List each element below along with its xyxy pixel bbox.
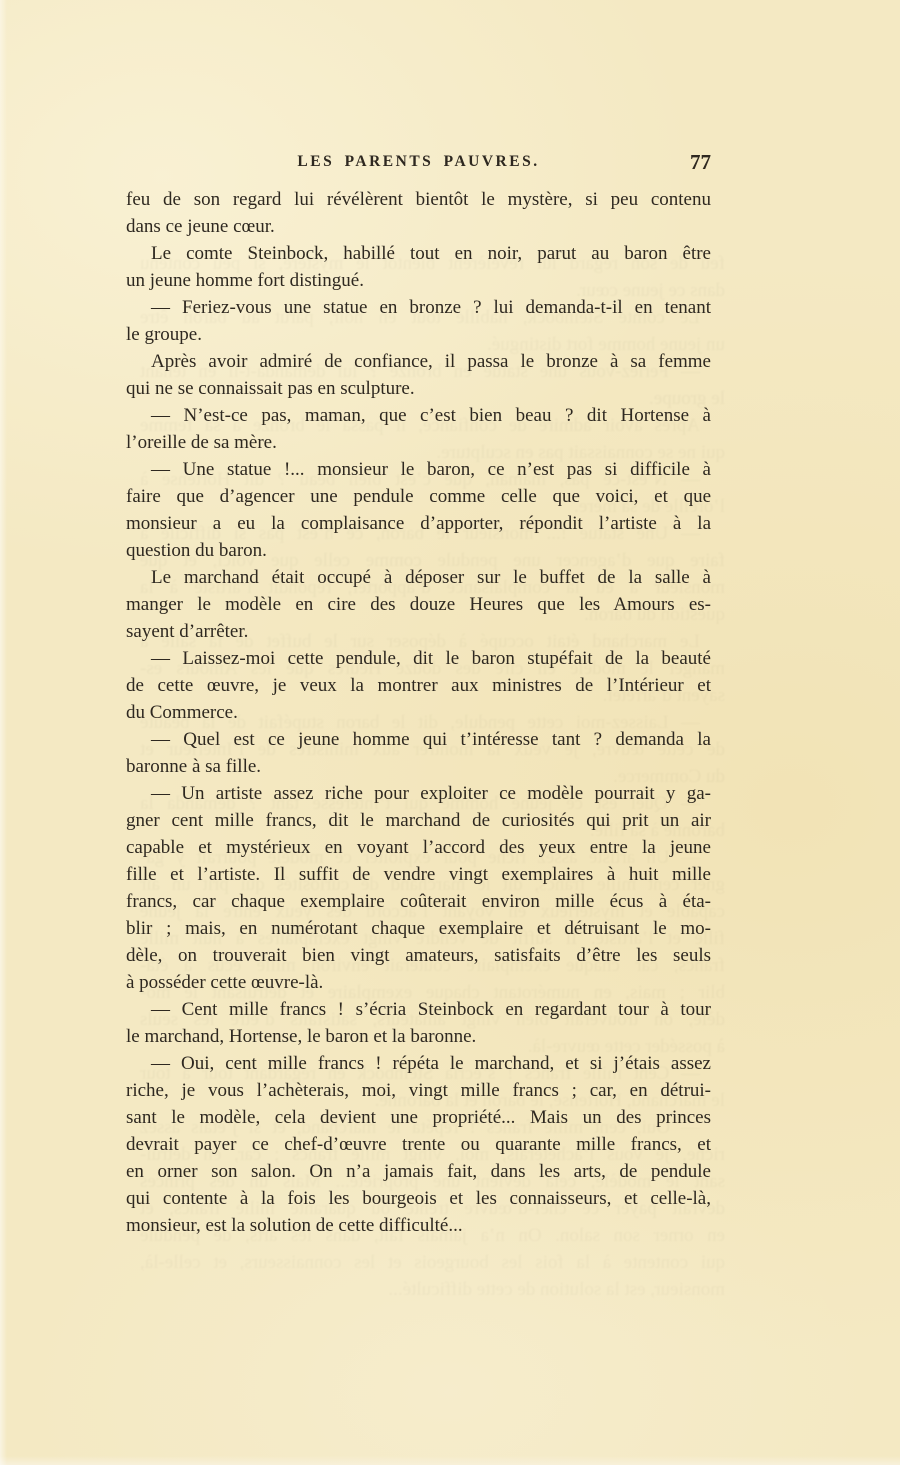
paragraph [126, 780, 711, 996]
text-line: en orner son salon. On n’a jamais fait, dans les arts, de pendule [126, 1161, 711, 1182]
text-line: question du baron. [126, 540, 267, 561]
text-line: du Commerce. [126, 702, 238, 723]
text-line: monsieur a eu la complaisance d’apporter, répondit l’artiste à la [126, 513, 711, 534]
text-line: fille et l’artiste. Il suffit de vendre vingt exemplaires à huit mille [126, 864, 711, 885]
paragraph [126, 645, 711, 726]
text-line: l’oreille de sa mère. [126, 432, 277, 453]
text-line: de cette œuvre, je veux la montrer aux ministres de l’Intérieur et [126, 675, 711, 696]
text-line: — Feriez-vous une statue en bronze ? lui demanda-t-il en tenant [151, 297, 711, 318]
text-line: capable et mystérieux en voyant l’accord des yeux entre la jeune [126, 837, 711, 858]
text-line: francs, car chaque exemplaire coûterait environ mille écus à éta- [126, 891, 711, 912]
text-line: — Cent mille francs ! s’écria Steinbock en regardant tour à tour [151, 999, 711, 1020]
text-line: à posséder cette œuvre-là. [126, 972, 324, 993]
text-line: un jeune homme fort distingué. [126, 270, 364, 291]
text-line: Après avoir admiré de confiance, il passa le bronze à sa femme [151, 351, 711, 372]
text-line: faire que d’agencer une pendule comme celle que voici, et que [126, 486, 711, 507]
text-line: qui contente à la fois les bourgeois et les connaisseurs, et celle-là, [126, 1188, 711, 1209]
text-line: monsieur, est la solution de cette difficulté... [126, 1215, 463, 1236]
text-line: feu de son regard lui révélèrent bientôt le mystère, si peu contenu [126, 189, 711, 210]
page-number: 77 [690, 150, 711, 174]
text-line: blir ; mais, en numérotant chaque exemplaire et détruisant le mo- [126, 918, 711, 939]
text-line: devrait payer ce chef-d’œuvre trente ou quarante mille francs, et [126, 1134, 711, 1155]
paragraph [126, 402, 711, 456]
paragraph [126, 564, 711, 645]
paragraph [126, 348, 711, 402]
text-line: sayent d’arrêter. [126, 621, 249, 642]
paragraph [126, 186, 711, 240]
paragraph [126, 996, 711, 1050]
page-header [126, 148, 711, 176]
text-line: riche, je vous l’achèterais, moi, vingt mille francs ; car, en détrui- [126, 1080, 711, 1101]
ghost-text-line [140, 1276, 725, 1303]
paragraph [126, 240, 711, 294]
text-line: sant le modèle, cela devient une propriété... Mais un des princes [126, 1107, 711, 1128]
paragraph [126, 726, 711, 780]
text-line: dans ce jeune cœur. [126, 216, 275, 237]
text-line: baronne à sa fille. [126, 756, 262, 777]
text-line: gner cent mille francs, dit le marchand de curiosités qui prit un air [126, 810, 711, 831]
paragraph [126, 294, 711, 348]
paragraph [126, 456, 711, 564]
text-line: — N’est-ce pas, maman, que c’est bien beau ? dit Hortense à [151, 405, 711, 426]
text-line: manger le modèle en cire des douze Heures que les Amours es- [126, 594, 711, 615]
text-line: — Oui, cent mille francs ! répéta le marchand, et si j’étais assez [151, 1053, 711, 1074]
text-line: qui ne se connaissait pas en sculpture. [126, 378, 415, 399]
text-line: — Une statue !... monsieur le baron, ce n’est pas si difficile à [151, 459, 711, 480]
text-line: — Laissez-moi cette pendule, dit le baron stupéfait de la beauté [151, 648, 711, 669]
page-body [126, 186, 711, 1239]
text-line: le marchand, Hortense, le baron et la baronne. [126, 1026, 477, 1047]
text-line: dèle, on trouverait bien vingt amateurs, satisfaits d’être les seuls [126, 945, 711, 966]
text-line: — Un artiste assez riche pour exploiter ce modèle pourrait y ga- [151, 783, 711, 804]
running-title: LES PARENTS PAUVRES. [297, 153, 540, 170]
text-line: Le marchand était occupé à déposer sur le buffet de la salle à [151, 567, 711, 588]
text-line: le groupe. [126, 324, 202, 345]
ghost-text-line [140, 1249, 725, 1276]
text-line: Le comte Steinbock, habillé tout en noir, parut au baron être [151, 243, 711, 264]
text-line: — Quel est ce jeune homme qui t’intéresse tant ? demanda la [151, 729, 711, 750]
paragraph [126, 1050, 711, 1239]
